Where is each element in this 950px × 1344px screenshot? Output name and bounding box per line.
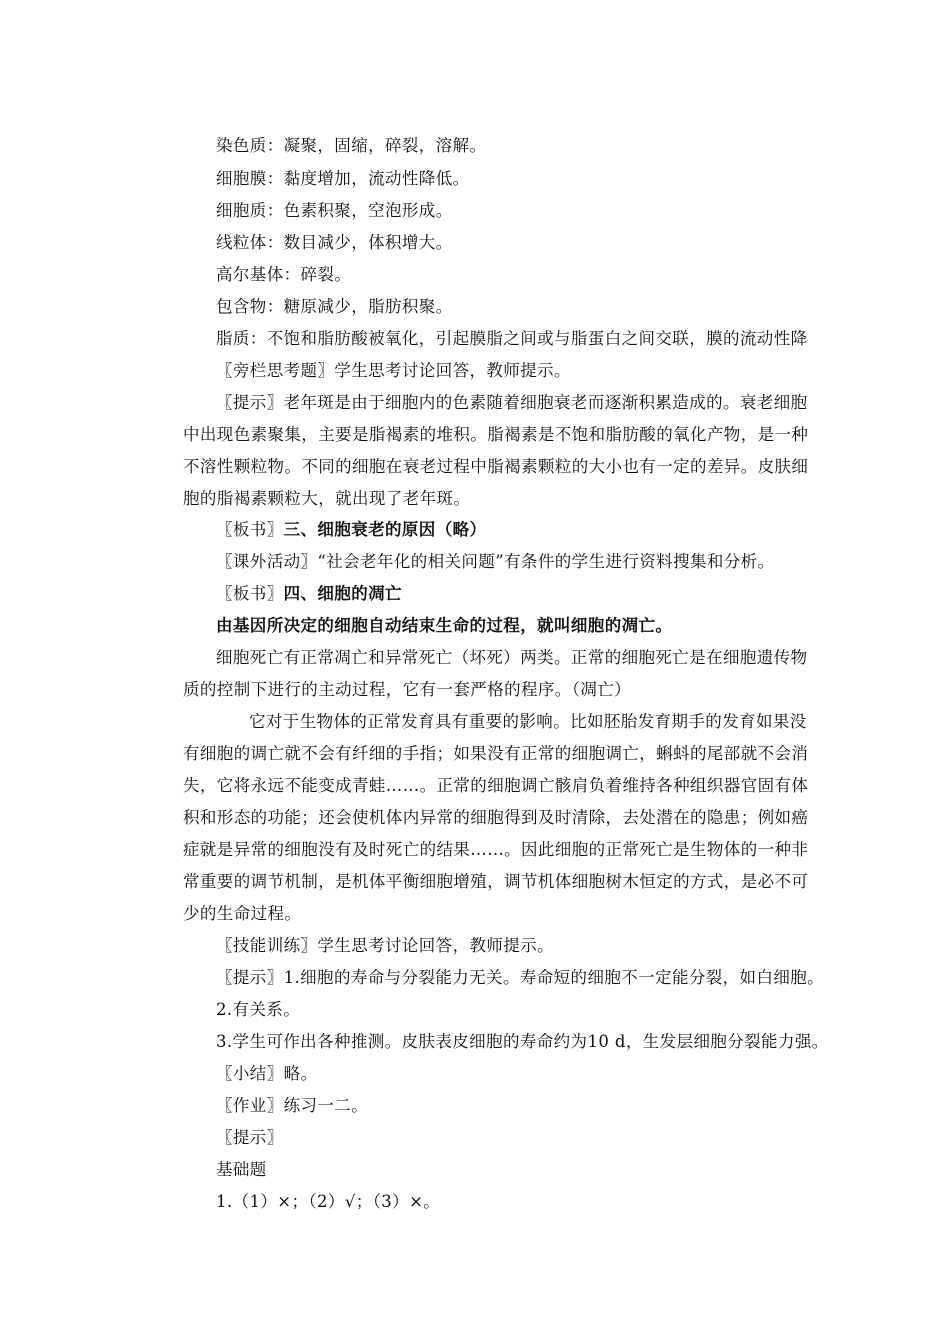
section-heading: 三、细胞衰老的原因（略） [283, 520, 487, 539]
text-line: 基础题 [216, 1160, 267, 1179]
text-line: 失，它将永远不能变成青蛙……。正常的细胞调亡骸肩负着维持各种组织器官固有体 [183, 776, 809, 795]
text-line: 细胞死亡有正常凋亡和异常死亡（坏死）两类。正常的细胞死亡是在细胞遗传物 [216, 648, 808, 667]
text-line: 它对于生物体的正常发育具有重要的影响。比如胚胎发育期手的发育如果没 [249, 712, 807, 731]
text-line: 细胞膜：黏度增加，流动性降低。 [216, 169, 470, 188]
text-line: 包含物：糖原减少，脂肪积聚。 [216, 297, 453, 316]
text-line: 中出现色素聚集，主要是脂褐素的堆积。脂褐素是不饱和脂肪酸的氧化产物，是一种 [183, 425, 809, 444]
text-line: 3.学生可作出各种推测。皮肤表皮细胞的寿命约为10 d，生发层细胞分裂能力强。 [216, 1032, 829, 1051]
text-line: 〖提示〗1.细胞的寿命与分裂能力无关。寿命短的细胞不一定能分裂，如白细胞。 [216, 968, 825, 987]
text-line: 〖旁栏思考题〗学生思考讨论回答，教师提示。 [216, 361, 571, 380]
section-heading: 四、细胞的凋亡 [283, 584, 402, 603]
text-line: 细胞质：色素积聚，空泡形成。 [216, 201, 453, 220]
text-line: 胞的脂褐素颗粒大，就出现了老年斑。 [183, 489, 471, 508]
board-tag: 〖板书〗 [216, 520, 284, 539]
text-line: 〖小结〗略。 [216, 1064, 318, 1083]
text-line: 症就是异常的细胞没有及时死亡的结果……。因此细胞的正常死亡是生物体的一种非 [183, 840, 809, 859]
text-line: 不溶性颗粒物。不同的细胞在衰老过程中脂褐素颗粒的大小也有一定的差异。皮肤细 [183, 457, 809, 476]
text-line: 〖课外活动〗“社会老年化的相关问题”有条件的学生进行资料搜集和分析。 [216, 552, 775, 571]
heading-line [216, 519, 486, 541]
text-line: 〖作业〗练习一二。 [216, 1096, 369, 1115]
text-line: 少的生命过程。 [183, 904, 302, 923]
text-line: 1.（1）×；（2）√；（3）×。 [216, 1192, 441, 1211]
text-line: 染色质：凝聚，固缩，碎裂，溶解。 [216, 136, 487, 155]
heading-line [216, 583, 402, 605]
text-line: 线粒体：数目减少，体积增大。 [216, 233, 453, 252]
text-line: 2.有关系。 [216, 1000, 301, 1019]
text-line: 常重要的调节机制，是机体平衡细胞增殖，调节机体细胞树木恒定的方式，是必不可 [183, 872, 809, 891]
text-line: 〖提示〗老年斑是由于细胞内的色素随着细胞衰老而逐渐积累造成的。衰老细胞 [216, 393, 808, 412]
text-line: 脂质：不饱和脂肪酸被氧化，引起膜脂之间或与脂蛋白之间交联，膜的流动性降 [216, 329, 808, 348]
text-line: 高尔基体：碎裂。 [216, 265, 352, 284]
text-line: 〖技能训练〗学生思考讨论回答，教师提示。 [216, 936, 554, 955]
text-line: 积和形态的功能；还会使机体内异常的细胞得到及时清除，去处潜在的隐患；例如癌 [183, 808, 809, 827]
text-line: 有细胞的调亡就不会有纤细的手指；如果没有正常的细胞调亡，蝌蚪的尾部就不会消 [183, 744, 809, 763]
text-line: 〖提示〗 [216, 1128, 284, 1147]
definition-line: 由基因所决定的细胞自动结束生命的过程，就叫细胞的凋亡。 [216, 616, 673, 635]
board-tag: 〖板书〗 [216, 584, 284, 603]
text-line: 质的控制下进行的主动过程，它有一套严格的程序。（凋亡） [183, 680, 632, 699]
